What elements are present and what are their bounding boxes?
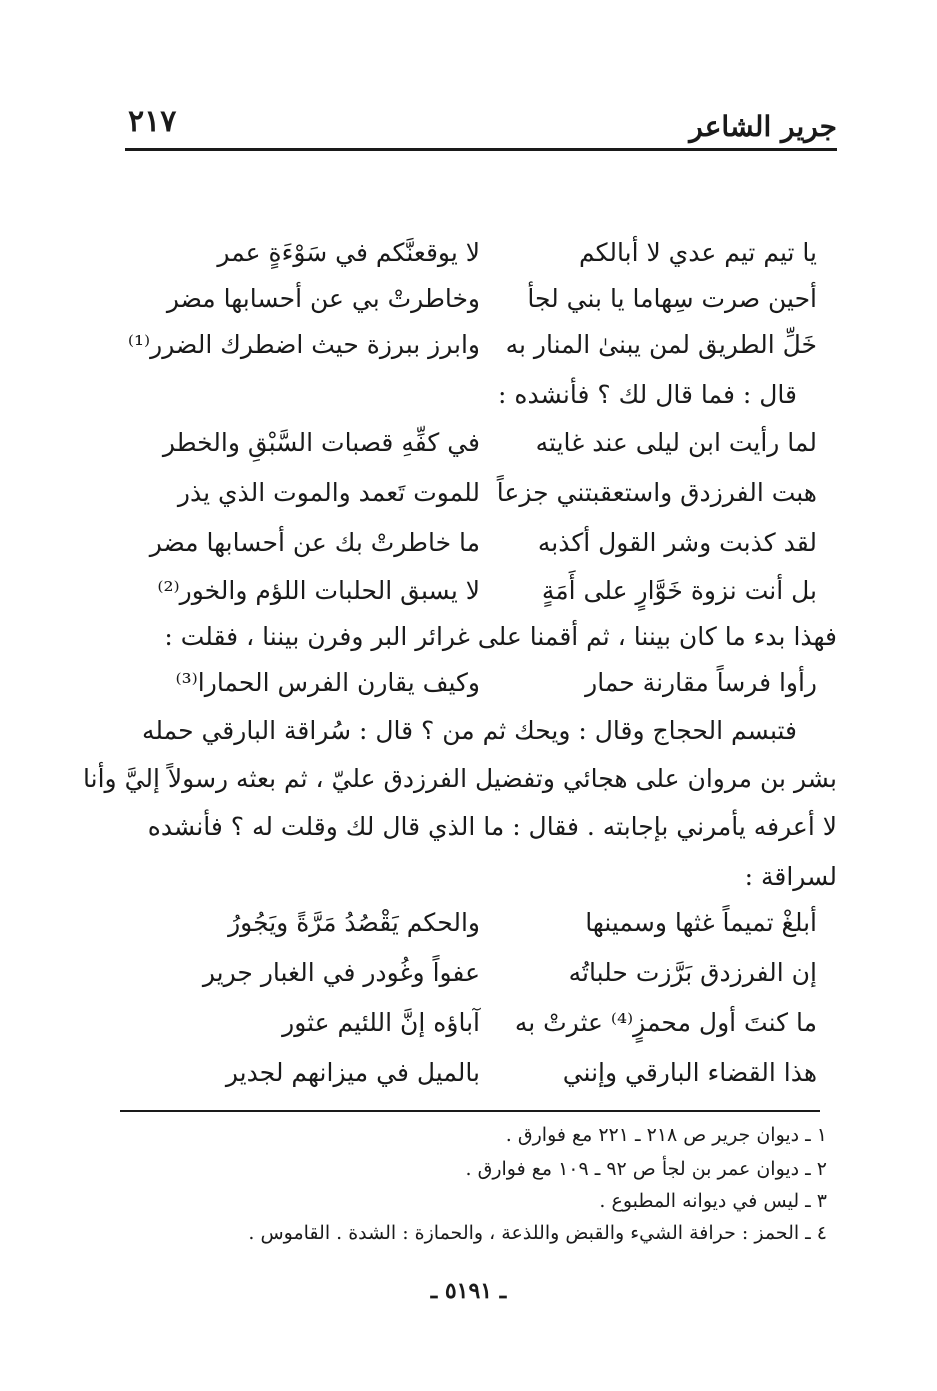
header-rule (125, 148, 837, 151)
footnote-rule (120, 1110, 820, 1112)
page-id: ـ ٥١٩١ ـ (430, 1278, 507, 1304)
first-hemistich: رأوا فرساً مقارنة حمار (585, 668, 817, 697)
second-hemistich: في كفِّهِ قصبات السَّبْقِ والخطر (162, 428, 480, 457)
prose-line: قال : فما قال لك ؟ فأنشده : (498, 380, 797, 409)
second-hemistich: وكيف يقارن الفرس الحمارا⁽³⁾ (175, 668, 480, 697)
second-hemistich: والحكم يَقْصُدُ مَرَّةً ويَجُورُ (228, 908, 480, 937)
verse-line (145, 528, 817, 580)
first-hemistich: هبت الفرزدق واستعقبتني جزعاً (496, 478, 817, 507)
first-hemistich: بل أنت نزوة خَوَّارٍ على أَمَةٍ (541, 576, 817, 605)
verse-line (145, 1058, 817, 1110)
first-hemistich: لقد كذبت وشر القول أكذبه (537, 528, 817, 557)
footnote: ٤ ـ الحمز : حرافة الشيء والقبض واللذعة ، والحمازة : الشدة . القاموس . (248, 1222, 827, 1244)
second-hemistich: عفواً وغُودر في الغبار جرير (202, 958, 480, 987)
second-hemistich: وخاطرتْ بي عن أحسابها مضر (166, 284, 480, 313)
prose-line: فهذا بدء ما كان بيننا ، ثم أقمنا على غرائر البر وفرن بيننا ، فقلت : (164, 622, 837, 651)
first-hemistich: هذا القضاء البارقي وإنني (562, 1058, 817, 1087)
running-header (120, 100, 837, 146)
first-hemistich: إن الفرزدق بَرَّزت حلباتُه (568, 958, 817, 987)
verse-line (145, 576, 817, 628)
first-hemistich: يا تيم تيم عدي لا أبالكم (578, 238, 817, 267)
footnote: ٢ ـ ديوان عمر بن لجأ ص ٩٢ ـ ١٠٩ مع فوارق . (465, 1158, 827, 1180)
running-title: جرير الشاعر (689, 110, 837, 143)
first-hemistich: خَلِّ الطريق لمن يبنىٰ المنار به (505, 330, 817, 359)
verse-line (145, 478, 817, 530)
second-hemistich: للموت تَعمد والموت الذي يذر (177, 478, 480, 507)
first-hemistich: أبلغْ تميماً غثها وسمينها (585, 908, 817, 937)
verse-line (145, 908, 817, 960)
second-hemistich: بالميل في ميزانهم لجدير (225, 1058, 480, 1087)
prose-line: فتبسم الحجاج وقال : ويحك ثم من ؟ قال : سُراقة البارقي حمله (141, 716, 797, 745)
page-number: ٢١٧ (128, 104, 177, 139)
second-hemistich: وابرز ببرزة حيث اضطرك الضرر⁽¹⁾ (127, 330, 480, 359)
prose-line: بشر بن مروان على هجائي وتفضيل الفرزدق عليّ ، ثم بعثه رسولاً إليَّ وأنا (83, 764, 837, 793)
verse-line (127, 330, 817, 382)
verse-line (145, 428, 817, 480)
verse-line (145, 1008, 817, 1060)
prose-line: لسراقة : (744, 862, 837, 891)
prose-line: لا أعرفه يأمرني بإجابته . فقال : ما الذي قال لك وقلت له ؟ فأنشده (147, 812, 837, 841)
footnote: ١ ـ ديوان جرير ص ٢١٨ ـ ٢٢١ مع فوارق . (505, 1124, 827, 1146)
first-hemistich: أحين صرت سِهاما يا بني لجأ (527, 284, 817, 313)
first-hemistich: ما كنتَ أول محمزٍ⁽⁴⁾ عثرتْ به (514, 1008, 817, 1037)
second-hemistich: لا يوقعنَّكم في سَوْءَةٍ عمر (217, 238, 480, 267)
first-hemistich: لما رأيت ابن ليلى عند غايته (535, 428, 817, 457)
second-hemistich: آباؤه إنَّ اللئيم عثور (282, 1008, 480, 1037)
footnote: ٣ ـ ليس في ديوانه المطبوع . (599, 1190, 827, 1212)
verse-line (145, 668, 817, 720)
verse-line (145, 284, 817, 336)
second-hemistich: لا يسبق الحلبات اللؤم والخور⁽²⁾ (157, 576, 480, 605)
verse-line (145, 238, 817, 290)
verse-line (145, 958, 817, 1010)
second-hemistich: ما خاطرتْ بك عن أحسابها مضر (149, 528, 480, 557)
